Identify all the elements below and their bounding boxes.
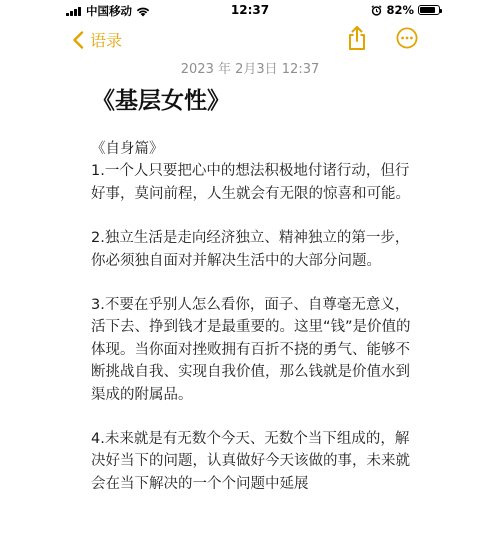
paragraph-4: 4.未来就是有无数个今天、无数个当下组成的，解决好当下的问题，认真做好今天该做的事，未来就会在当下解决的一个个问题中延展 bbox=[91, 431, 410, 492]
paragraph-2: 2.独立生活是走向经济独立、精神独立的第一步，你必须独自面对并解决生活中的大部分问题。 bbox=[91, 230, 410, 269]
more-icon[interactable] bbox=[396, 27, 418, 49]
blank-line bbox=[91, 272, 421, 294]
paragraph-1: 1.一个人只要把心中的想法积极地付诸行动，但行好事，莫问前程，人生就会有无限的惊喜和可能。 bbox=[91, 163, 410, 202]
chevron-left-icon bbox=[72, 31, 84, 49]
status-right bbox=[371, 3, 440, 17]
paragraph-3: 3.不要在乎别人怎么看你，面子、自尊毫无意义，活下去、挣到钱才是最重要的。这里“钱”是价值的体现。当你面对挫败拥有百折不挠的勇气、能够不断挑战自我、实现自我价值，那么钱就是价值水到渠成的附属品。 bbox=[91, 297, 411, 403]
back-label: 语录 bbox=[90, 31, 123, 50]
note-title: 《基层女性》 bbox=[92, 88, 230, 114]
share-icon[interactable] bbox=[346, 25, 368, 51]
battery-icon bbox=[418, 5, 440, 15]
note-timestamp: 2023 年 2月3日 12:37 bbox=[180, 62, 320, 77]
section-heading: 《自身篇》 bbox=[91, 141, 164, 157]
carrier-name: 中国移动 bbox=[86, 4, 132, 18]
note-body[interactable] bbox=[91, 138, 421, 495]
back-button[interactable] bbox=[72, 28, 122, 51]
blank-line bbox=[91, 205, 421, 227]
battery-percent: 82% bbox=[386, 3, 414, 17]
status-bar bbox=[0, 0, 500, 20]
nav-bar bbox=[0, 22, 500, 56]
status-time: 12:37 bbox=[230, 3, 270, 17]
alarm-icon bbox=[371, 5, 382, 16]
blank-line bbox=[91, 406, 421, 428]
